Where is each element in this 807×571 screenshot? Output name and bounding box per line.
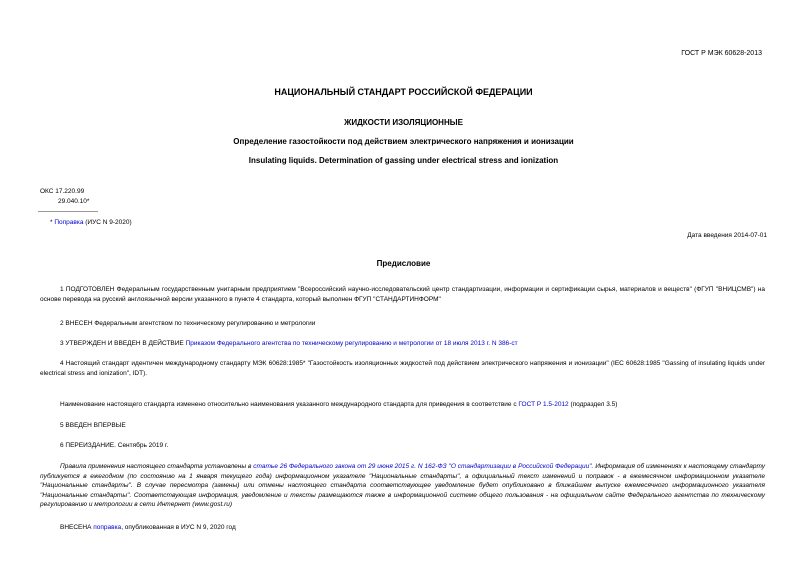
foreword-paragraph-2: 2 ВНЕСЕН Федеральным агентством по техническому регулированию и метрологии [60, 320, 316, 327]
title-english: Insulating liquids. Determination of gassing under electrical stress and ionization [248, 156, 559, 165]
foreword-paragraph-5 [40, 400, 765, 410]
document-code: ГОСТ Р МЭК 60628-2013 [681, 50, 762, 57]
paragraph-8-part-2: . Информация об изменениях к настоящему стандарту публикуется в ежегодном (по состоянию на 1 января текущего года) информационном указателе "Национальные стандарты", а официальный текст изменений и поправок - в ежемесячном информационном указателе "Национальные стандарты". В случае пересмотра (замены) или отмены настоящего стандарта соответствующее уведомление будет опубликовано в ближайшем выпуске ежемесячного информационного указателя "Национальные стандарты". Соответствующая информация, уведомление и тексты размещаются также в информационной системе общего пользования - на официальном сайте Федерального агентства по техническому регулированию и метрологии в сети Интернет (www.gost.ru) [40, 463, 766, 508]
foreword-paragraph-8 [40, 462, 765, 510]
foreword-heading: Предисловие [376, 259, 431, 268]
separator-line [38, 211, 98, 212]
amendment-link[interactable]: поправка [93, 524, 122, 531]
oks-code-2: 29.040.10* [58, 198, 90, 205]
correction-star: * [50, 219, 53, 226]
paragraph-9-suffix: , опубликованная в ИУС N 9, 2020 год [121, 524, 236, 531]
foreword-paragraph-3 [40, 339, 765, 349]
foreword-paragraph-6: 5 ВВЕДЕН ВПЕРВЫЕ [60, 422, 126, 429]
federal-law-link[interactable]: статье 26 Федерального закона от 29 июня 2015 г. N 162-ФЗ "О стандартизации в Российской Федерации" [253, 463, 592, 470]
paragraph-8-part-1: Правила применения настоящего стандарта установлены в [60, 463, 254, 470]
correction-note [50, 218, 132, 227]
foreword-paragraph-9 [40, 523, 765, 533]
foreword-paragraph-1: 1 ПОДГОТОВЛЕН Федеральным государственным унитарным предприятием "Всероссийский научно-исследовательский центр стандартизации, информации и сертификации сырья, материалов и веществ" (ФГУП "ВНИЦСМВ") на основе перевода на русский англоязычной версии указанного в пункте 4 стандарта, который выполнен ФГУП "СТАНДАРТИНФОРМ" [40, 286, 765, 303]
national-standard-heading: НАЦИОНАЛЬНЫЙ СТАНДАРТ РОССИЙСКОЙ ФЕДЕРАЦИИ [274, 87, 533, 97]
subject-heading: ЖИДКОСТИ ИЗОЛЯЦИОННЫЕ [344, 118, 463, 127]
order-link[interactable]: Приказом Федерального агентства по техническому регулированию и метрологии от 18 июля 2013 г. N 386-ст [185, 340, 518, 347]
correction-rest: (ИУС N 9-2020) [83, 219, 132, 226]
paragraph-5-suffix: (подраздел 3.5) [568, 401, 618, 408]
gost-link[interactable]: ГОСТ Р 1.5-2012 [518, 401, 569, 408]
oks-code-1: ОКС 17.220.99 [40, 188, 85, 195]
introduction-date: Дата введения 2014-07-01 [687, 232, 767, 239]
foreword-paragraph-4: 4 Настоящий стандарт идентичен международному стандарту МЭК 60628:1985* "Газостойкость изоляционных жидкостей под действием электрического напряжения и ионизации" (IEC 60628:1985 "Gassing of insulating liquids under electrical stress and ionization", IDT). [40, 360, 765, 377]
paragraph-9-prefix: ВНЕСЕНА [60, 524, 94, 531]
correction-link[interactable]: Поправка [54, 219, 84, 226]
title-russian: Определение газостойкости под действием электрического напряжения и ионизации [233, 137, 574, 146]
paragraph-3-prefix: 3 УТВЕРЖДЕН И ВВЕДЕН В ДЕЙСТВИЕ [60, 340, 186, 347]
paragraph-5-prefix: Наименование настоящего стандарта изменено относительно наименования указанного международного стандарта для приведения в соответствие с [60, 401, 519, 408]
foreword-paragraph-7: 6 ПЕРЕИЗДАНИЕ. Сентябрь 2019 г. [60, 442, 169, 449]
